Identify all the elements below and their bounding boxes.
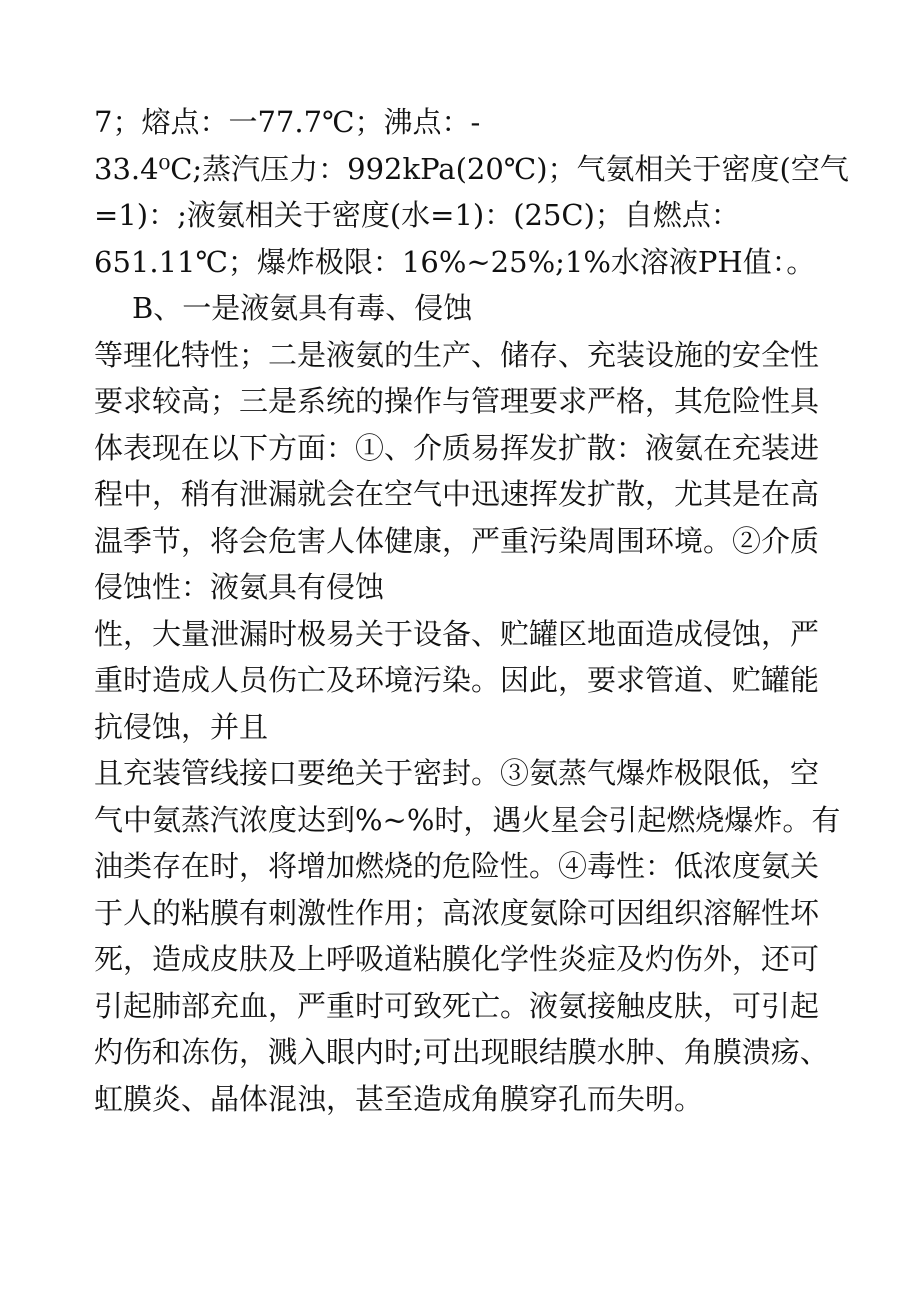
text-line: 气中氨蒸汽浓度达到%~%时，遇火星会引起燃烧爆炸。有 [94,802,841,837]
text-line: 体表现在以下方面：①、介质易挥发扩散：液氨在充装进 [94,430,820,465]
text-line: 于人的粘膜有刺激性作用；高浓度氨除可因组织溶解性坏 [94,895,820,930]
text-line: 651.11℃；爆炸极限：16%~25%;1%水溶液PH值：。 [94,244,816,279]
text-line: 虹膜炎、晶体混浊，甚至造成角膜穿孔而失明。 [94,1081,704,1116]
text-line: 引起肺部充血，严重时可致死亡。液氨接触皮肤，可引起 [94,988,820,1023]
text-line: 死，造成皮肤及上呼吸道粘膜化学性炎症及灼伤外，还可 [94,942,820,976]
text-line: 灼伤和冻伤，溅入眼内时;可出现眼结膜水肿、角膜溃疡、 [94,1035,829,1069]
text-line: 且充装管线接口要绝关于密封。③氨蒸气爆炸极限低，空 [94,756,820,790]
text-line: 油类存在时，将增加燃烧的危险性。④毒性：低浓度氨关 [94,849,820,883]
text-line: 程中，稍有泄漏就会在空气中迅速挥发扩散，尤其是在高 [94,477,820,511]
text-line: 重时造成人员伤亡及环境污染。因此，要求管道、贮罐能 [94,663,820,697]
text-line: 性，大量泄漏时极易关于设备、贮罐区地面造成侵蚀，严 [94,616,820,651]
text-line: 抗侵蚀，并且 [94,709,269,744]
text-line: 侵蚀性：液氨具有侵蚀 [94,570,385,604]
text-line: =1)：;液氨相关于密度(水=1)：(25C)；自燃点： [94,198,740,232]
text-line: 等理化特性；二是液氨的生产、储存、充装设施的安全性 [94,337,820,372]
document-body [94,99,849,1122]
text-line: 要求较高；三是系统的操作与管理要求严格，其危险性具 [94,384,820,418]
text-line: 7；熔点：一77.7℃；沸点：- [94,105,481,139]
section-b-heading-line: B、一是液氨具有毒、侵蚀 [132,291,473,325]
text-line: 33.4⁰C;蒸汽压力：992kPa(20℃)；气氨相关于密度(空气 [94,151,849,186]
text-line: 温季节，将会危害人体健康，严重污染周围环境。②介质 [94,523,820,558]
